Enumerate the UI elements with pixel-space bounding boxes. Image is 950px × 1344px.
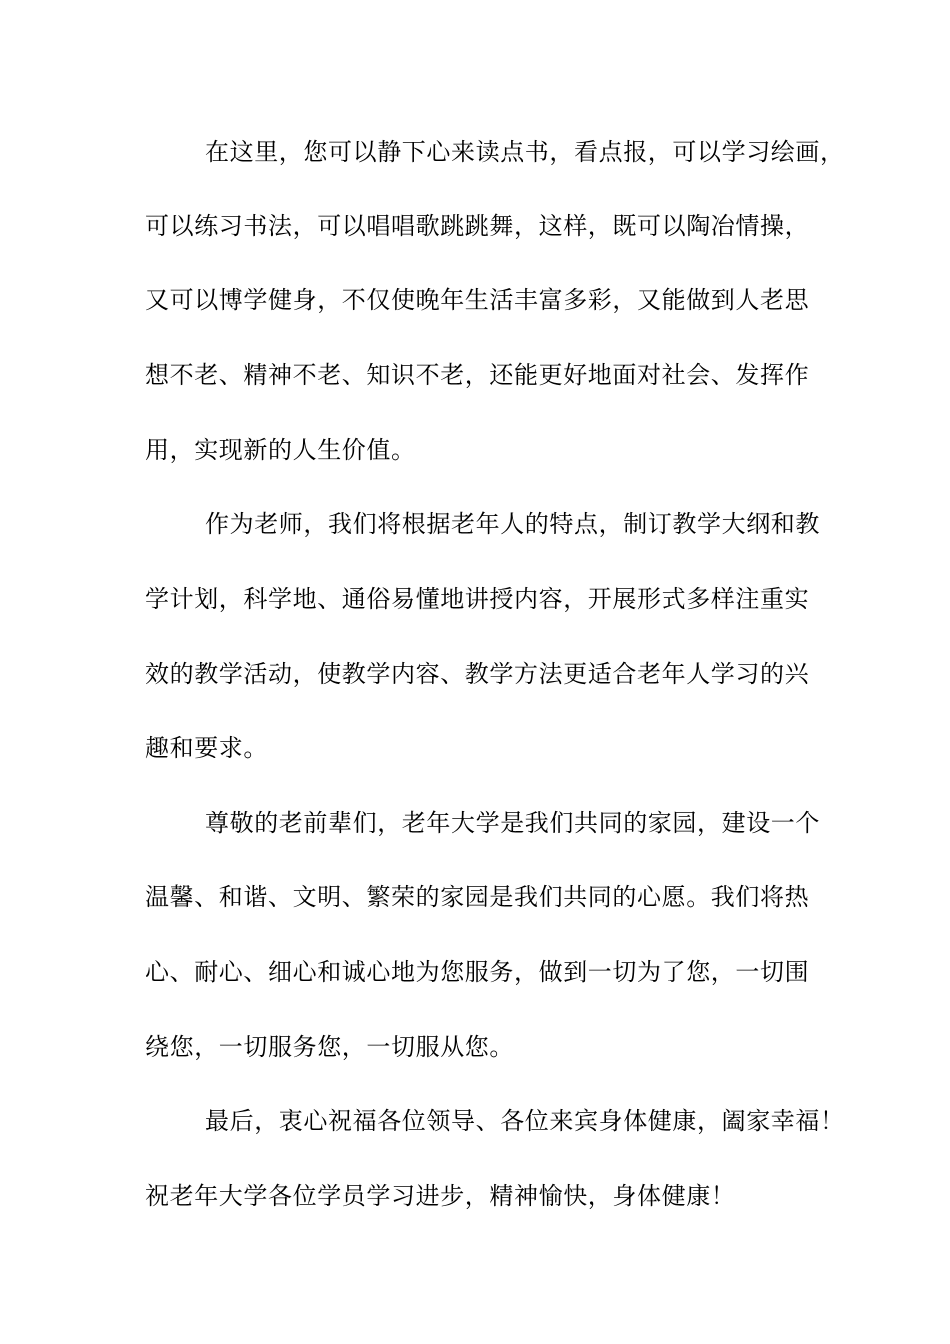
paragraph-1-line-1: 在这里，您可以静下心来读点书，看点报，可以学习绘画， <box>205 138 845 166</box>
paragraph-2-line-3: 效的教学活动，使教学内容、教学方法更适合老年人学习的兴 <box>145 660 810 688</box>
paragraph-1-line-2: 可以练习书法，可以唱唱歌跳跳舞，这样，既可以陶冶情操， <box>145 212 810 240</box>
paragraph-3-line-1: 尊敬的老前辈们，老年大学是我们共同的家园，建设一个 <box>205 809 820 837</box>
paragraph-3-line-3: 心、耐心、细心和诚心地为您服务，做到一切为了您，一切围 <box>145 958 810 986</box>
paragraph-4-line-2: 祝老年大学各位学员学习进步，精神愉快，身体健康！ <box>145 1182 736 1210</box>
paragraph-1-line-5: 用，实现新的人生价值。 <box>145 436 416 464</box>
paragraph-2-line-2: 学计划，科学地、通俗易懂地讲授内容，开展形式多样注重实 <box>145 585 810 613</box>
paragraph-3-line-2: 温馨、和谐、文明、繁荣的家园是我们共同的心愿。我们将热 <box>145 883 810 911</box>
paragraph-2-line-4: 趣和要求。 <box>145 734 268 762</box>
paragraph-2-line-1: 作为老师，我们将根据老年人的特点，制订教学大纲和教 <box>205 510 820 538</box>
paragraph-1-line-4: 想不老、精神不老、知识不老，还能更好地面对社会、发挥作 <box>145 361 810 389</box>
paragraph-3-line-4: 绕您，一切服务您，一切服从您。 <box>145 1033 514 1061</box>
paragraph-1-line-3: 又可以博学健身，不仅使晚年生活丰富多彩，又能做到人老思 <box>145 286 810 314</box>
paragraph-4-line-1: 最后，衷心祝福各位领导、各位来宾身体健康，阖家幸福！ <box>205 1107 845 1135</box>
